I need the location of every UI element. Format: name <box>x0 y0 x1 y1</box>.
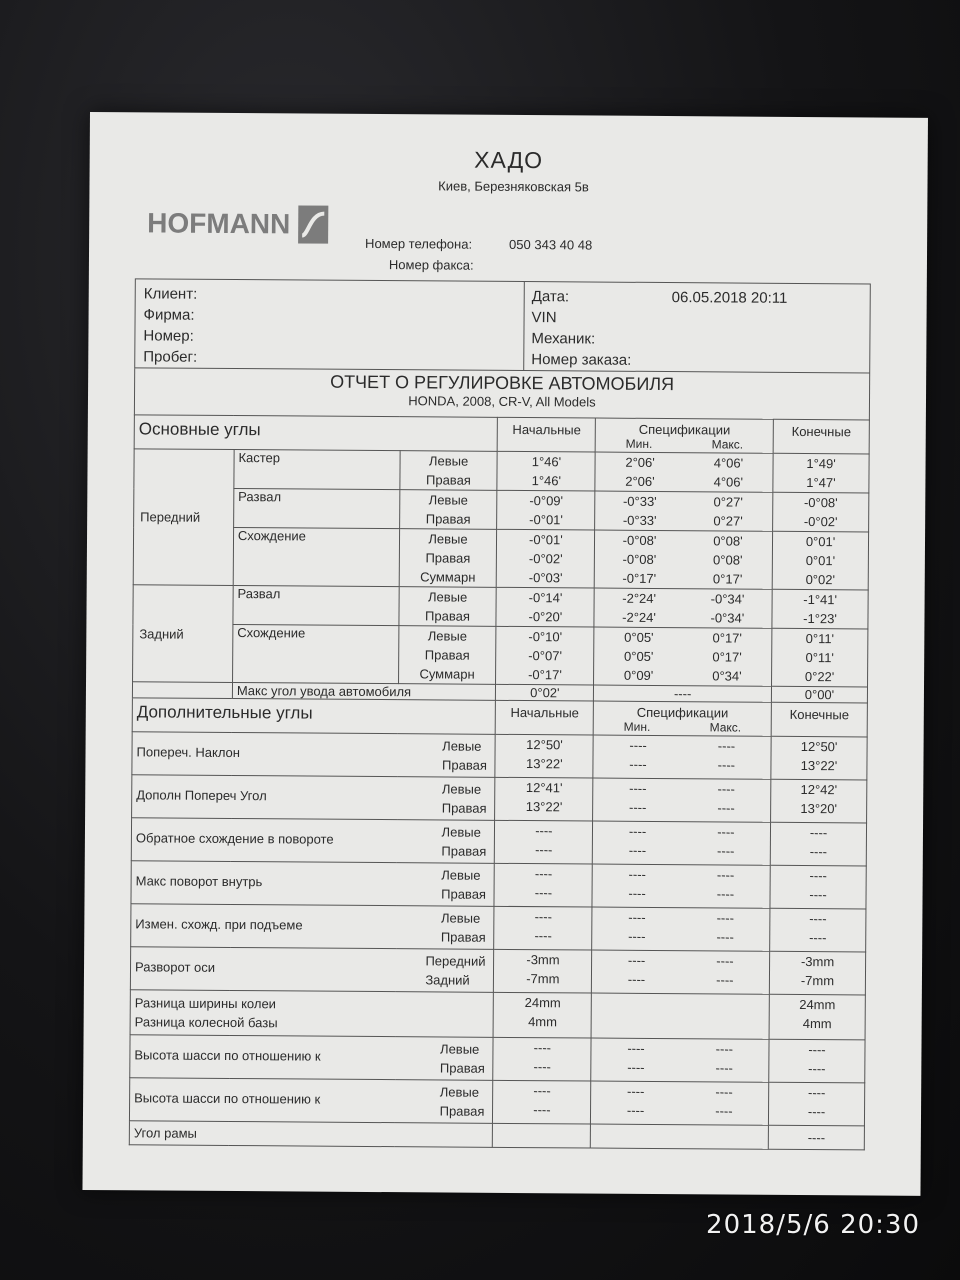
side-label: Левые <box>441 867 481 883</box>
final-value-cell <box>773 453 869 493</box>
final-value-cell <box>771 736 867 780</box>
side-label: Правая <box>425 511 471 527</box>
initial-value-cell <box>496 626 594 685</box>
spec-cell <box>591 993 769 1039</box>
angle-name: Попереч. Наклон <box>136 744 241 761</box>
spec-min-value: 2°06' <box>625 454 655 470</box>
initial-value: 1°46' <box>531 473 562 489</box>
extra-table-row <box>130 947 865 995</box>
final-value-cell <box>770 822 866 866</box>
initial-value: ---- <box>533 1102 551 1118</box>
angle-name: Высота шасси по отношению к <box>134 1090 321 1107</box>
side-label: Правая <box>424 647 470 663</box>
report-heading <box>134 368 870 419</box>
min-label: Мин. <box>625 436 653 451</box>
spec-cell <box>595 530 773 589</box>
final-value: 0°11' <box>805 650 834 666</box>
company-address: Киев, Березняковская 5в <box>438 178 589 195</box>
final-value-cell <box>771 779 867 823</box>
final-value: ---- <box>808 1042 826 1058</box>
mileage-label: Пробег: <box>143 348 198 366</box>
extra-table-row <box>131 818 866 866</box>
side-label: Левые <box>428 531 468 547</box>
spec-max-value: -0°34' <box>710 610 745 626</box>
side-label: Левые <box>441 824 481 840</box>
side-label: Правая <box>439 1103 485 1119</box>
initial-value: -0°07' <box>528 648 563 664</box>
spec-cell <box>593 778 771 822</box>
initial-value-cell <box>494 863 592 907</box>
initial-value-cell <box>495 777 593 821</box>
spec-cell <box>591 1081 769 1125</box>
initial-value: 13°22' <box>526 756 563 772</box>
side-label: Левые <box>442 738 482 754</box>
initial-value: -0°14' <box>528 590 563 606</box>
axle-group-label: Задний <box>133 585 234 683</box>
company-name: ХАДО <box>474 146 544 174</box>
spec-max-value: 0°34' <box>712 668 742 684</box>
number-label: Номер: <box>143 327 194 345</box>
spec-min-value: 0°05' <box>624 648 654 664</box>
final-value: ---- <box>808 1061 826 1077</box>
main-table-row <box>134 488 869 532</box>
initial-value: 12°50' <box>526 737 563 753</box>
side-label: Правая <box>425 472 471 488</box>
spec-min-value: -2°24' <box>622 590 657 606</box>
initial-value: 4mm <box>528 1014 558 1030</box>
final-value: 0°22' <box>804 669 835 685</box>
spec-max-value: 0°17' <box>712 649 742 665</box>
side-label: Левые <box>439 1084 480 1100</box>
extra-name-cell <box>129 1078 493 1124</box>
spec-min-value: ---- <box>628 909 646 925</box>
final-value-cell <box>770 908 866 952</box>
main-col-initial: Начальные <box>498 417 596 452</box>
spec-max-value: ---- <box>715 1103 733 1119</box>
spec-cell <box>591 1038 769 1082</box>
spec-cell <box>592 864 770 908</box>
angle-name: Развал <box>233 489 399 529</box>
initial-value-cell <box>493 1037 591 1081</box>
spec-max-value: ---- <box>715 1041 734 1057</box>
spec-cell <box>593 735 771 779</box>
spec-min-value: -2°24' <box>622 609 656 625</box>
angle-name: Разворот оси <box>134 959 216 975</box>
side-label: Левые <box>440 1041 480 1057</box>
side-label-cell <box>399 490 497 530</box>
side-label: Правая <box>441 800 487 816</box>
side-label: Левые <box>441 781 482 797</box>
initial-value-cell <box>493 1123 591 1148</box>
final-value-cell <box>772 589 868 629</box>
alignment-report-sheet <box>82 112 928 1196</box>
spec-max-value: ---- <box>716 886 735 902</box>
track-diff-row <box>130 990 865 1040</box>
side-label: Суммарн <box>420 569 476 585</box>
side-label-cell <box>399 587 497 627</box>
extra-name-cell <box>131 861 495 907</box>
logo-text: HOFMANN <box>147 207 291 240</box>
initial-value: ---- <box>535 842 553 858</box>
final-value-cell <box>772 531 868 590</box>
spec-max-value: ---- <box>717 824 735 840</box>
initial-value: ---- <box>533 1059 551 1075</box>
extra-name-cell <box>132 732 496 778</box>
vehicle-info: HONDA, 2008, CR-V, All Models <box>408 393 596 410</box>
main-table-row <box>133 527 868 590</box>
final-value-cell <box>770 865 866 909</box>
side-label: Задний <box>425 972 470 988</box>
spec-max-value: ---- <box>716 910 735 926</box>
side-label-cell <box>398 626 496 685</box>
side-label: Правая <box>440 929 486 945</box>
spec-min-value: ---- <box>628 928 646 944</box>
initial-value: -0°09' <box>529 493 564 509</box>
spec-min-value: ---- <box>628 866 646 882</box>
initial-value-cell <box>497 451 595 491</box>
hofmann-logo <box>147 204 328 243</box>
spec-max-value: ---- <box>717 781 735 797</box>
initial-value: -7mm <box>526 971 560 987</box>
spec-min-value: -0°17' <box>622 570 657 586</box>
spec-cell <box>592 907 770 951</box>
side-label: Правая <box>425 550 471 566</box>
spec-min-value: ---- <box>629 756 647 772</box>
max-label: Макс. <box>711 437 744 452</box>
final-value: 0°01' <box>805 534 836 550</box>
initial-value: -0°02' <box>528 551 563 567</box>
initial-value: ---- <box>534 909 553 925</box>
fax-label: Номер факса: <box>388 257 474 273</box>
vin-label: VIN <box>531 309 557 327</box>
thrust-angle-label: Макс угол увода автомобиля <box>232 683 496 701</box>
extra-name-cell <box>130 1035 494 1081</box>
final-value: 1°47' <box>806 475 836 491</box>
spec-cell <box>592 950 770 994</box>
thrust-spec: ---- <box>594 685 772 702</box>
initial-value: 1°46' <box>531 454 562 470</box>
frame-angle-label: Угол рамы <box>129 1121 493 1148</box>
final-value: 12°42' <box>800 781 838 798</box>
initial-value: -0°20' <box>528 609 563 625</box>
spec-min-value: ---- <box>626 1083 645 1099</box>
extra-col-initial: Начальные <box>496 700 594 735</box>
thrust-initial: 0°02' <box>496 684 594 701</box>
final-value: 13°20' <box>800 800 838 817</box>
final-value: 0°02' <box>805 572 836 588</box>
side-label: Левые <box>440 910 481 926</box>
side-label: Правая <box>442 757 487 773</box>
initial-value: -0°17' <box>528 667 562 683</box>
final-value: -1°23' <box>803 610 837 627</box>
spec-max-value: 0°08' <box>713 552 743 568</box>
side-label-cell <box>399 451 497 491</box>
final-value-cell <box>772 628 868 687</box>
spec-cell <box>593 821 771 865</box>
side-label: Правая <box>439 1060 485 1076</box>
final-value: 4mm <box>802 1015 832 1032</box>
initial-value: 12°41' <box>525 780 563 796</box>
spec-cell <box>594 588 772 628</box>
final-value: -0°08' <box>803 494 838 511</box>
spec-max-value: ---- <box>716 929 734 945</box>
final-value: 12°50' <box>800 738 838 755</box>
final-value: 0°11' <box>805 631 835 647</box>
spec-min-value: ---- <box>629 737 647 753</box>
extra-name-cell <box>131 818 495 864</box>
main-table-row <box>133 585 868 629</box>
side-label: Правая <box>441 843 487 859</box>
final-value: ---- <box>807 1104 826 1120</box>
main-col-spec <box>595 418 773 453</box>
extra-table-row <box>132 775 867 823</box>
client-fields <box>143 283 197 367</box>
initial-value: -0°01' <box>529 512 563 528</box>
spec-max-value: ---- <box>717 757 736 773</box>
main-section-title: Основные углы <box>134 415 498 452</box>
initial-value: 13°22' <box>525 799 563 815</box>
spec-min-value: -0°33' <box>622 512 657 528</box>
spec-min-value: ---- <box>627 1040 645 1056</box>
extra-table-row <box>129 1078 864 1126</box>
initial-value-cell <box>494 949 592 993</box>
client-info-box <box>134 278 871 373</box>
extra-name-cell <box>131 904 495 950</box>
angle-name: Дополн Попереч Угол <box>136 787 267 804</box>
initial-value: -0°01' <box>529 532 563 548</box>
client-label: Клиент: <box>143 285 198 303</box>
mechanic-label: Механик: <box>531 330 596 348</box>
final-value: -3mm <box>800 953 835 970</box>
extra-col-spec <box>594 701 772 736</box>
angle-name: Схождение <box>232 625 398 684</box>
extra-table-row <box>131 904 866 952</box>
spec-max-value: ---- <box>715 1060 733 1076</box>
initial-value: -3mm <box>526 952 560 968</box>
spec-min-value: 0°05' <box>624 629 654 645</box>
initial-value-cell <box>493 1080 591 1124</box>
initial-value: ---- <box>533 1083 551 1099</box>
date-label: Дата: <box>531 288 570 306</box>
photo-timestamp: 2018/5/6 20:30 <box>706 1210 920 1240</box>
spec-min-value: ---- <box>629 780 647 796</box>
spec-max-value: ---- <box>717 843 735 859</box>
spec-cell <box>595 452 773 492</box>
initial-value-cell <box>497 529 595 588</box>
angle-name: Измен. схожд. при подъеме <box>135 916 303 933</box>
extra-header-row <box>132 698 867 737</box>
main-table-row <box>134 449 869 493</box>
wheelbase-label: Разница колесной базы <box>134 1014 278 1031</box>
initial-value: 24mm <box>524 995 561 1011</box>
final-value: ---- <box>809 825 828 841</box>
extra-section-title: Дополнительные углы <box>132 698 496 735</box>
track-diff-names <box>130 990 494 1038</box>
final-value-cell <box>769 1082 865 1126</box>
spec-max-value: ---- <box>715 1084 733 1100</box>
thrust-final: 0°00' <box>771 686 867 703</box>
spec-label: Спецификации <box>636 704 729 721</box>
angle-name: Схождение <box>233 528 399 587</box>
firm-label: Фирма: <box>143 306 195 324</box>
spec-max-value: 4°06' <box>713 455 744 471</box>
extra-name-cell <box>132 775 496 821</box>
side-label: Суммарн <box>419 666 475 682</box>
extra-table-row <box>132 732 867 780</box>
final-value-cell <box>769 951 865 995</box>
spec-min-value: ---- <box>627 971 646 987</box>
order-fields <box>531 286 632 371</box>
spec-min-value: 0°09' <box>623 667 654 683</box>
date-value: 06.05.2018 20:11 <box>671 289 788 307</box>
side-label-cell <box>399 529 497 588</box>
final-value: ---- <box>809 887 827 903</box>
spec-max-value: ---- <box>716 867 735 883</box>
side-label: Левые <box>427 589 468 605</box>
angle-name: Макс поворот внутрь <box>135 873 263 890</box>
spec-min-value: ---- <box>627 1059 645 1075</box>
order-number-label: Номер заказа: <box>531 351 632 369</box>
spec-min-value: ---- <box>628 885 646 901</box>
final-value: 0°01' <box>805 553 836 569</box>
initial-value: ---- <box>534 866 553 882</box>
side-label: Правая <box>441 886 487 902</box>
spec-max-value: 0°27' <box>713 513 743 529</box>
spec-max-value: -0°34' <box>710 591 745 607</box>
side-label: Левые <box>428 492 468 508</box>
spec-min-value: ---- <box>627 952 646 968</box>
report-title: ОТЧЕТ О РЕГУЛИРОВКЕ АВТОМОБИЛЯ <box>330 371 675 395</box>
initial-value: -0°03' <box>528 570 563 586</box>
angle-name: Развал <box>233 586 399 626</box>
initial-value-cell <box>494 992 592 1038</box>
track-width-label: Разница ширины колеи <box>134 995 277 1012</box>
spec-max-value: 0°08' <box>713 533 743 549</box>
final-value: 13°22' <box>800 757 838 774</box>
side-label: Правая <box>425 608 470 624</box>
initial-value: ---- <box>534 885 553 901</box>
spec-cell <box>595 491 773 531</box>
angle-name: Кастер <box>234 450 400 490</box>
hofmann-mark-icon <box>298 205 328 243</box>
main-table-row <box>133 624 868 687</box>
initial-value-cell <box>494 906 592 950</box>
min-label: Мин. <box>623 719 651 734</box>
axle-group-label: Передний <box>133 449 234 586</box>
final-value: ---- <box>809 844 828 860</box>
phone-number: 050 343 40 48 <box>509 236 593 253</box>
alignment-table <box>129 414 870 1150</box>
spec-min-value: ---- <box>626 1102 645 1118</box>
spec-cell <box>594 627 772 686</box>
final-value: ---- <box>807 1085 826 1101</box>
initial-value: ---- <box>535 823 553 839</box>
initial-value-cell <box>495 820 593 864</box>
initial-value: ---- <box>533 1040 552 1056</box>
spec-min-value: ---- <box>628 842 647 858</box>
extra-name-cell <box>130 947 494 993</box>
initial-value: ---- <box>534 928 552 944</box>
extra-table-row <box>131 861 866 909</box>
frame-final: ---- <box>768 1125 864 1150</box>
final-value: -7mm <box>800 972 835 989</box>
spec-max-value: ---- <box>716 972 734 988</box>
spec-cell <box>591 1124 769 1149</box>
spec-max-value: 0°27' <box>713 494 743 510</box>
frame-angle-row <box>129 1121 864 1150</box>
final-value-cell <box>773 492 869 532</box>
final-value: 24mm <box>799 996 836 1013</box>
angle-name: Обратное схождение в повороте <box>135 830 334 847</box>
spec-max-value: 0°17' <box>712 571 743 587</box>
phone-label: Номер телефона: <box>365 235 473 252</box>
initial-value: -0°10' <box>528 629 563 645</box>
spec-max-value: ---- <box>716 953 734 969</box>
side-label: Левые <box>427 628 468 644</box>
spec-min-value: -0°08' <box>622 532 657 548</box>
spec-min-value: ---- <box>628 823 647 839</box>
side-label: Передний <box>425 953 486 969</box>
final-value: ---- <box>809 868 827 884</box>
final-value: ---- <box>809 930 827 946</box>
final-value-cell <box>769 994 865 1040</box>
spec-max-value: ---- <box>717 800 735 816</box>
spec-min-value: -0°08' <box>622 551 657 567</box>
final-value: 1°49' <box>806 456 836 472</box>
spec-min-value: ---- <box>628 799 647 815</box>
extra-col-final: Конечные <box>771 702 867 737</box>
spec-label: Спецификации <box>638 421 731 438</box>
extra-table-row <box>130 1035 865 1083</box>
spec-min-value: -0°33' <box>622 493 657 509</box>
main-header-row <box>134 415 869 454</box>
spec-max-value: 0°17' <box>712 630 742 646</box>
final-value: -0°02' <box>803 513 838 530</box>
initial-value-cell <box>496 587 594 627</box>
initial-value-cell <box>497 490 595 530</box>
final-value-cell <box>769 1039 865 1083</box>
spec-max-value: 4°06' <box>713 474 744 490</box>
final-value: ---- <box>809 911 827 927</box>
spec-max-value: ---- <box>717 738 736 754</box>
spec-min-value: 2°06' <box>625 473 655 489</box>
final-value: -1°41' <box>803 591 838 608</box>
main-col-final: Конечные <box>773 419 869 454</box>
initial-value-cell <box>495 734 593 778</box>
max-label: Макс. <box>709 720 742 735</box>
side-label: Левые <box>428 453 469 469</box>
angle-name: Высота шасси по отношению к <box>134 1047 321 1064</box>
